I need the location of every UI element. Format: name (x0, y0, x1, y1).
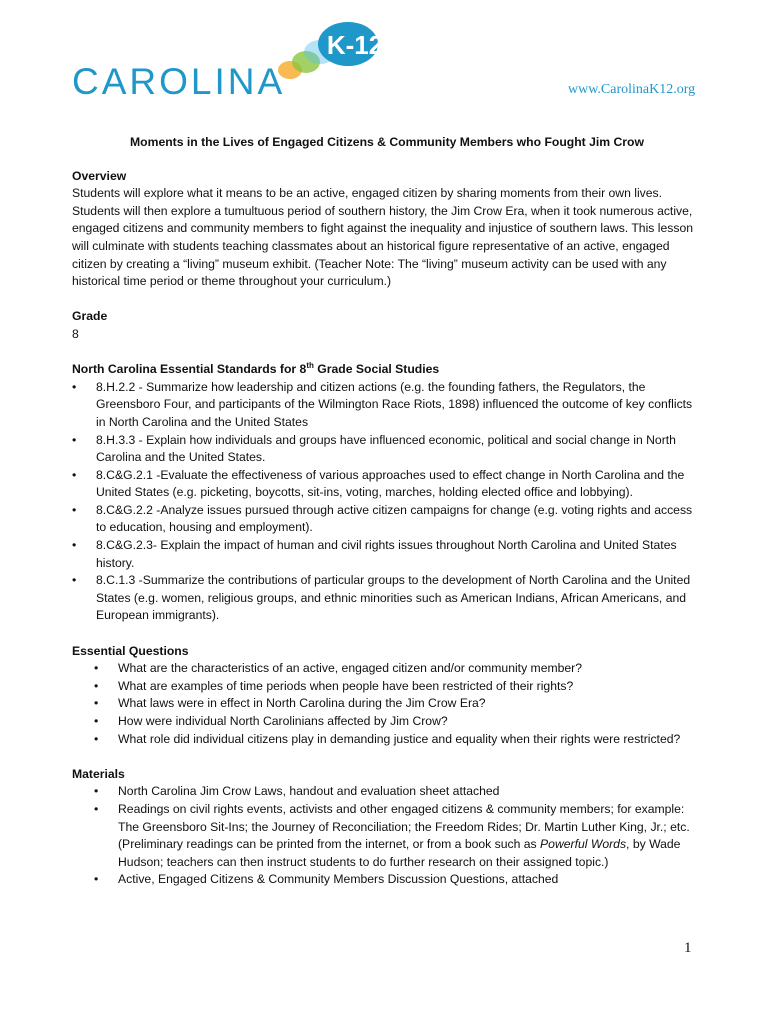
list-item: • 8.H.3.3 - Explain how individuals and groups have influenced economic, political and social change in North Carolina and the United States. (72, 432, 676, 465)
page-number: 1 (684, 940, 692, 956)
list-item: • Readings on civil rights events, activists and other engaged citizens & community members; for example: The Greensboro Sit-Ins; the Journey of Reconciliation; the Freedom Rides; Dr. Martin Luther King, Jr.; etc. (Preliminary readings can be printed from the internet, or from a book such as Powerful Words, by Wade Hudson; teachers can then instruct students to do further research on their assigned topic.) (94, 801, 690, 869)
standards-heading: North Carolina Essential Standards for 8th Grade Social Studies (72, 361, 440, 377)
list-item: • 8.H.2.2 - Summarize how leadership and citizen actions (e.g. the founding fathers, the Regulators, the Greensboro Four, and participants of the Wilmington Race Riots, 1898) influenced the outcome of key conflicts in North Carolina and the United States (72, 379, 693, 429)
logo-wordmark: CAROLINA (72, 61, 286, 102)
list-item: • 8.C&G.2.3- Explain the impact of human and civil rights issues throughout North Carolina and United States history. (72, 538, 677, 570)
standards-list (72, 379, 702, 625)
list-item: • 8.C&G.2.1 -Evaluate the effectiveness of various approaches used to effect change in North Carolina and the United States (e.g. picketing, boycotts, sit-ins, voting, marches, holding elected office and lobbying). (72, 467, 685, 500)
list-item: • North Carolina Jim Crow Laws, handout and evaluation sheet attached (94, 784, 500, 799)
list-item: • 8.C.1.3 -Summarize the contributions of particular groups to the development of North Carolina and the United States (e.g. women, religious groups, and ethnic minorities such as American Indians, African Americans, and European immigrants). (72, 573, 691, 623)
grade-value: 8 (72, 326, 79, 341)
grade-heading: Grade (72, 309, 108, 324)
list-item: • What laws were in effect in North Carolina during the Jim Crow Era? (94, 696, 486, 711)
materials-list (72, 783, 702, 889)
overview-text: Students will explore what it means to be an active, engaged citizen by sharing moments from their own lives. Students will then explore a tumultuous period of southern history, the Jim Crow Era, when it took numerous active, engaged citizens and community members to fight against the inequality and injustice of southern laws. This lesson will culminate with students teaching classmates about an historical figure representative of an active, engaged citizen by creating a “living” museum exhibit. (Teacher Note: The “living” museum activity can be used with any historical time period or theme throughout your curriculum.) (72, 186, 694, 289)
logo-badge-text: K-12 (326, 30, 384, 60)
list-item: • What role did individual citizens play in demanding justice and equality when their rights were restricted? (94, 731, 681, 746)
materials-heading: Materials (72, 766, 125, 781)
list-item: • What are examples of time periods when people have been restricted of their rights? (94, 678, 574, 693)
questions-list (72, 660, 702, 748)
document-title: Moments in the Lives of Engaged Citizens & Community Members who Fought Jim Crow (130, 135, 644, 149)
questions-heading: Essential Questions (72, 643, 189, 658)
page-header (0, 0, 770, 110)
list-item: • How were individual North Carolinians affected by Jim Crow? (94, 714, 448, 728)
document-body (72, 134, 702, 889)
list-item: • Active, Engaged Citizens & Community Members Discussion Questions, attached (94, 872, 559, 887)
list-item: • 8.C&G.2.2 -Analyze issues pursued through active citizen campaigns for change (e.g. voting rights and access to education, housing and employment). (72, 502, 693, 535)
site-url: www.CarolinaK12.org (568, 82, 696, 97)
list-item: • What are the characteristics of an active, engaged citizen and/or community member? (94, 661, 583, 676)
overview-heading: Overview (72, 168, 127, 183)
